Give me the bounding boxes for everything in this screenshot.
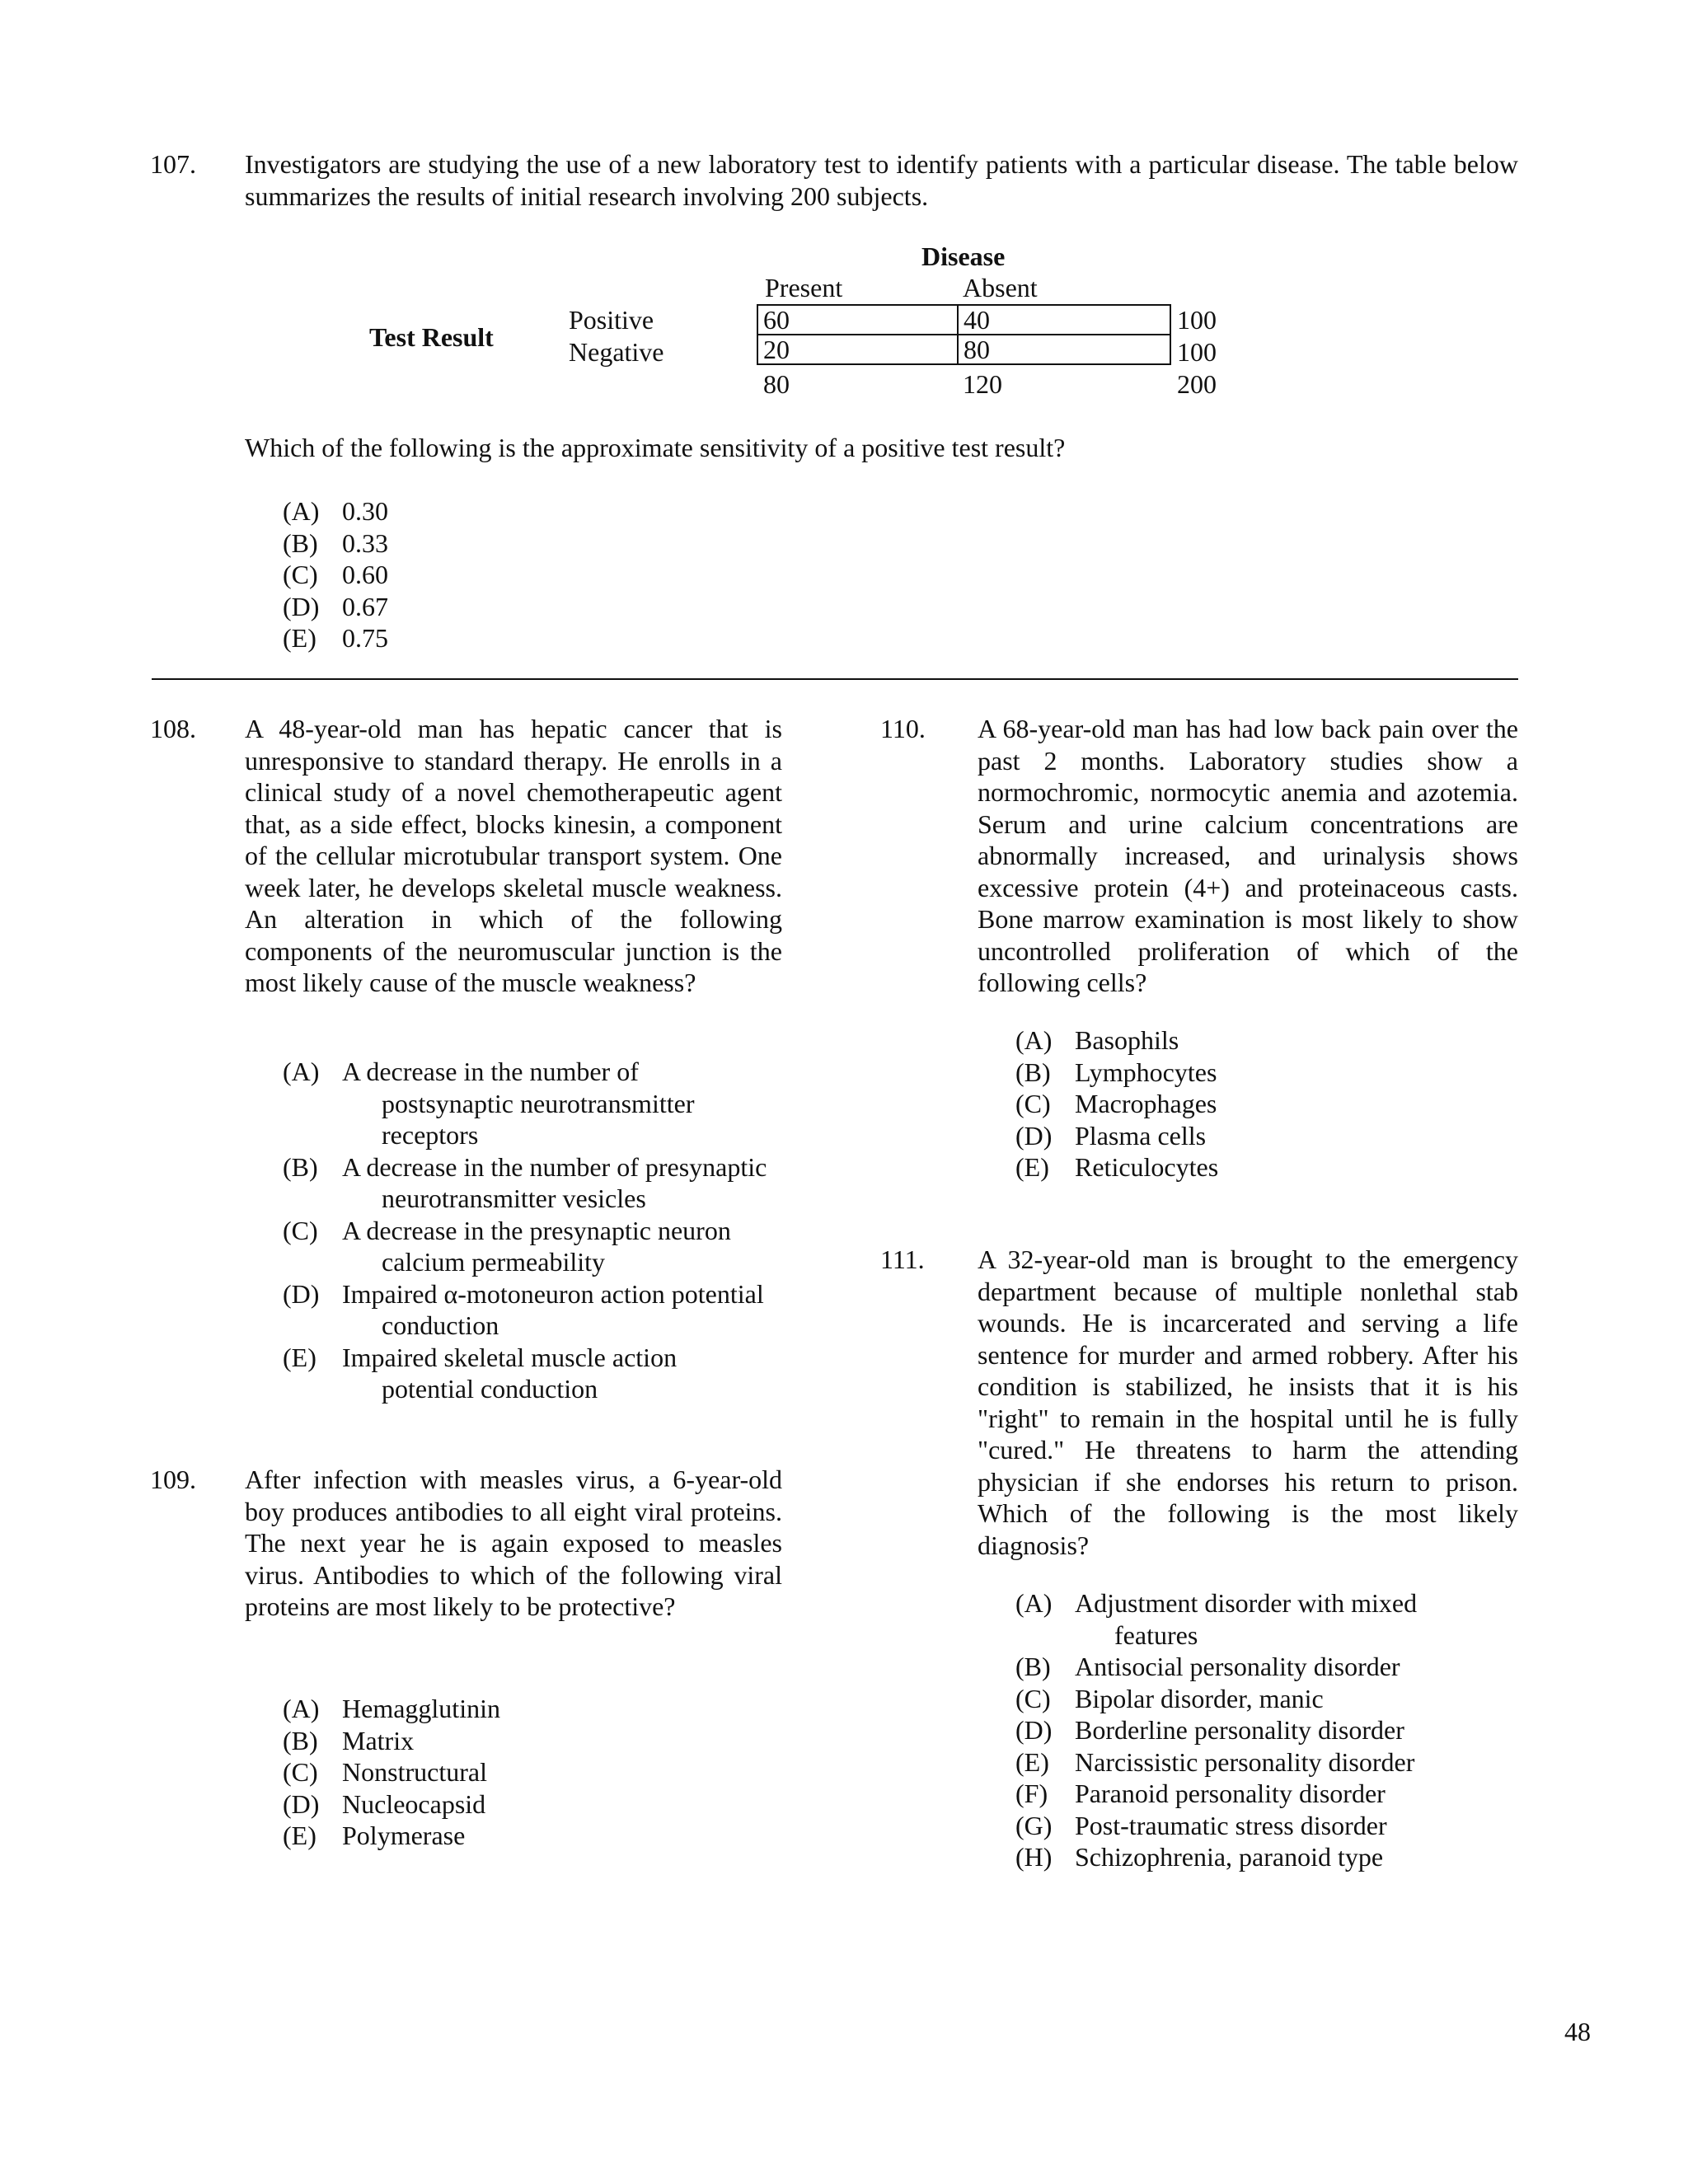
question-prompt-107: Which of the following is the approximate sensitivity of a positive test result? xyxy=(245,433,1066,462)
option-a[interactable] xyxy=(283,1693,777,1725)
option-letter: (E) xyxy=(283,1342,316,1372)
table-row-positive: Positive xyxy=(569,305,654,335)
options-109 xyxy=(283,1693,777,1852)
option-text: 0.30 xyxy=(342,496,388,526)
option-e[interactable] xyxy=(283,1820,777,1852)
question-stem-108: A 48-year-old man has hepatic cancer that is unresponsive to standard therapy. He enrolls in a clinical study of a novel chemotherapeutic agent that, as a side effect, blocks kinesin, a component of the cellular microtubular transport system. One week later, he develops skeletal muscle weakness. An alteration in which of the following components of the neuromuscular junction is the most likely cause of the muscle weakness? xyxy=(245,714,782,997)
option-text: Basophils xyxy=(1075,1025,1179,1055)
option-b[interactable] xyxy=(283,527,777,560)
option-a[interactable] xyxy=(283,1056,794,1151)
table-cell-pos-present: 60 xyxy=(757,304,959,335)
table-disease-header: Disease xyxy=(921,241,1006,271)
option-letter: (G) xyxy=(1015,1810,1053,1840)
option-b[interactable] xyxy=(283,1725,777,1757)
option-d[interactable] xyxy=(1015,1714,1518,1746)
table-col-present: Present xyxy=(765,273,843,302)
option-letter: (C) xyxy=(1015,1683,1051,1713)
option-text: 0.60 xyxy=(342,560,388,589)
option-text-cont: potential conduction xyxy=(382,1374,598,1404)
table-total-absent: 120 xyxy=(963,369,1002,399)
option-d[interactable] xyxy=(283,1278,794,1342)
option-letter: (B) xyxy=(1015,1057,1051,1087)
options-111 xyxy=(1015,1587,1518,1873)
option-text: Polymerase xyxy=(342,1821,466,1850)
question-number-108: 108. xyxy=(150,714,196,743)
option-letter: (E) xyxy=(283,623,316,653)
option-f[interactable] xyxy=(1015,1778,1518,1810)
option-text: Lymphocytes xyxy=(1075,1057,1217,1087)
option-c[interactable] xyxy=(1015,1088,1510,1120)
option-letter: (A) xyxy=(283,496,320,526)
question-number-109: 109. xyxy=(150,1465,196,1494)
option-text-cont: receptors xyxy=(382,1120,479,1150)
question-stem-109: After infection with measles virus, a 6-year-old boy produces antibodies to all eight viral proteins. The next year he is again exposed to measles virus. Antibodies to which of the following viral proteins are most likely to be protective? xyxy=(245,1465,782,1621)
option-e[interactable] xyxy=(283,1342,794,1405)
option-letter: (C) xyxy=(283,1757,318,1787)
option-letter: (D) xyxy=(1015,1120,1053,1151)
option-text: 0.67 xyxy=(342,591,388,621)
option-e[interactable] xyxy=(283,622,777,654)
option-letter: (B) xyxy=(283,527,318,558)
option-text: Nonstructural xyxy=(342,1757,487,1787)
option-text: Narcissistic personality disorder xyxy=(1075,1746,1415,1777)
option-letter: (B) xyxy=(1015,1652,1051,1681)
option-text: A decrease in the presynaptic neuron xyxy=(342,1215,731,1245)
option-text: A decrease in the number of xyxy=(342,1057,639,1086)
option-letter: (B) xyxy=(283,1151,318,1182)
option-text: A decrease in the number of presynaptic xyxy=(342,1151,767,1182)
option-text-cont: calcium permeability xyxy=(382,1247,605,1277)
table-total-present: 80 xyxy=(763,369,790,399)
option-text: Plasma cells xyxy=(1075,1120,1207,1151)
option-text: Bipolar disorder, manic xyxy=(1075,1683,1324,1713)
option-b[interactable] xyxy=(1015,1651,1518,1683)
option-letter: (C) xyxy=(283,560,318,589)
table-pos-total: 100 xyxy=(1177,305,1217,335)
question-number-111: 111. xyxy=(880,1244,925,1274)
option-a[interactable] xyxy=(1015,1024,1510,1057)
table-cell-pos-absent: 40 xyxy=(957,304,1171,335)
table-neg-total: 100 xyxy=(1177,337,1217,367)
option-letter: (A) xyxy=(1015,1588,1053,1618)
option-text: Borderline personality disorder xyxy=(1075,1715,1404,1745)
option-text: Schizophrenia, paranoid type xyxy=(1075,1842,1384,1872)
option-letter: (A) xyxy=(283,1057,320,1086)
options-108 xyxy=(283,1056,794,1405)
table-cell-neg-present: 20 xyxy=(757,334,959,365)
option-d[interactable] xyxy=(283,591,777,623)
option-letter: (C) xyxy=(283,1215,318,1245)
option-text: 0.75 xyxy=(342,623,388,653)
option-a[interactable] xyxy=(1015,1587,1518,1651)
option-g[interactable] xyxy=(1015,1810,1518,1842)
option-text: Nucleocapsid xyxy=(342,1788,486,1819)
option-text-cont: postsynaptic neurotransmitter xyxy=(382,1088,695,1118)
options-107 xyxy=(283,495,777,654)
option-text: Adjustment disorder with mixed xyxy=(1075,1588,1418,1618)
question-number-107: 107. xyxy=(150,149,196,179)
option-letter: (E) xyxy=(1015,1746,1049,1777)
question-stem-110: A 68-year-old man has had low back pain over the past 2 months. Laboratory studies show a normochromic, normocytic anemia and azotemia. Serum and urine calcium concentrations are abnormally increased, and urinalysis shows excessive protein (4+) and proteinaceous casts. Bone marrow examination is most likely to show uncontrolled proliferation of which of the following cells? xyxy=(978,714,1518,997)
options-110 xyxy=(1015,1024,1510,1183)
table-row-negative: Negative xyxy=(569,337,664,367)
option-c[interactable] xyxy=(1015,1683,1518,1715)
option-letter: (F) xyxy=(1015,1779,1048,1808)
option-letter: (A) xyxy=(283,1694,320,1723)
option-text: Paranoid personality disorder xyxy=(1075,1779,1386,1808)
option-text-cont: conduction xyxy=(382,1310,499,1340)
section-divider xyxy=(152,678,1518,680)
option-text: Macrophages xyxy=(1075,1089,1217,1118)
option-text-cont: neurotransmitter vesicles xyxy=(382,1183,646,1213)
option-text: Reticulocytes xyxy=(1075,1152,1219,1182)
option-letter: (E) xyxy=(1015,1152,1049,1182)
option-letter: (E) xyxy=(283,1821,316,1850)
option-a[interactable] xyxy=(283,495,777,527)
option-letter: (D) xyxy=(283,1278,320,1309)
option-letter: (D) xyxy=(283,1788,320,1819)
option-c[interactable] xyxy=(283,559,777,591)
option-d[interactable] xyxy=(283,1788,777,1821)
option-h[interactable] xyxy=(1015,1841,1518,1873)
question-stem-111: A 32-year-old man is brought to the emergency department because of multiple nonlethal stab wounds. He is incarcerated and serving a life sentence for murder and armed robbery. After his condition is stabilized, he insists that it is his "right" to remain in the hospital until he is fully "cured." He threatens to harm the attending physician if she endorses his return to prison. Which of the following is the most likely diagnosis? xyxy=(978,1244,1518,1560)
table-row-label: Test Result xyxy=(369,322,494,352)
question-number-110: 110. xyxy=(880,714,926,743)
option-d[interactable] xyxy=(1015,1120,1510,1152)
option-text: Matrix xyxy=(342,1725,415,1755)
option-text-cont: features xyxy=(1114,1619,1198,1650)
option-c[interactable] xyxy=(283,1756,777,1788)
option-text: Hemagglutinin xyxy=(342,1694,500,1723)
option-text: Antisocial personality disorder xyxy=(1075,1652,1400,1681)
option-letter: (H) xyxy=(1015,1842,1053,1872)
option-text: 0.33 xyxy=(342,527,388,558)
option-letter: (C) xyxy=(1015,1089,1051,1118)
question-stem-107: Investigators are studying the use of a new laboratory test to identify patients with a particular disease. The table below summarizes the results of initial research involving 200 subjects. xyxy=(245,149,1518,211)
option-text: Post-traumatic stress disorder xyxy=(1075,1810,1387,1840)
option-c[interactable] xyxy=(283,1215,794,1278)
option-letter: (B) xyxy=(283,1725,318,1755)
option-b[interactable] xyxy=(283,1151,794,1215)
option-text: Impaired α-motoneuron action potential xyxy=(342,1278,764,1309)
option-b[interactable] xyxy=(1015,1057,1510,1089)
option-letter: (D) xyxy=(283,591,320,621)
option-text: Impaired skeletal muscle action xyxy=(342,1342,678,1372)
table-grand-total: 200 xyxy=(1177,369,1217,399)
table-col-absent: Absent xyxy=(963,273,1038,302)
table-cell-neg-absent: 80 xyxy=(957,334,1171,365)
option-e[interactable] xyxy=(1015,1151,1510,1183)
option-e[interactable] xyxy=(1015,1746,1518,1779)
page-number: 48 xyxy=(1564,2017,1591,2046)
option-letter: (D) xyxy=(1015,1715,1053,1745)
option-letter: (A) xyxy=(1015,1025,1053,1055)
